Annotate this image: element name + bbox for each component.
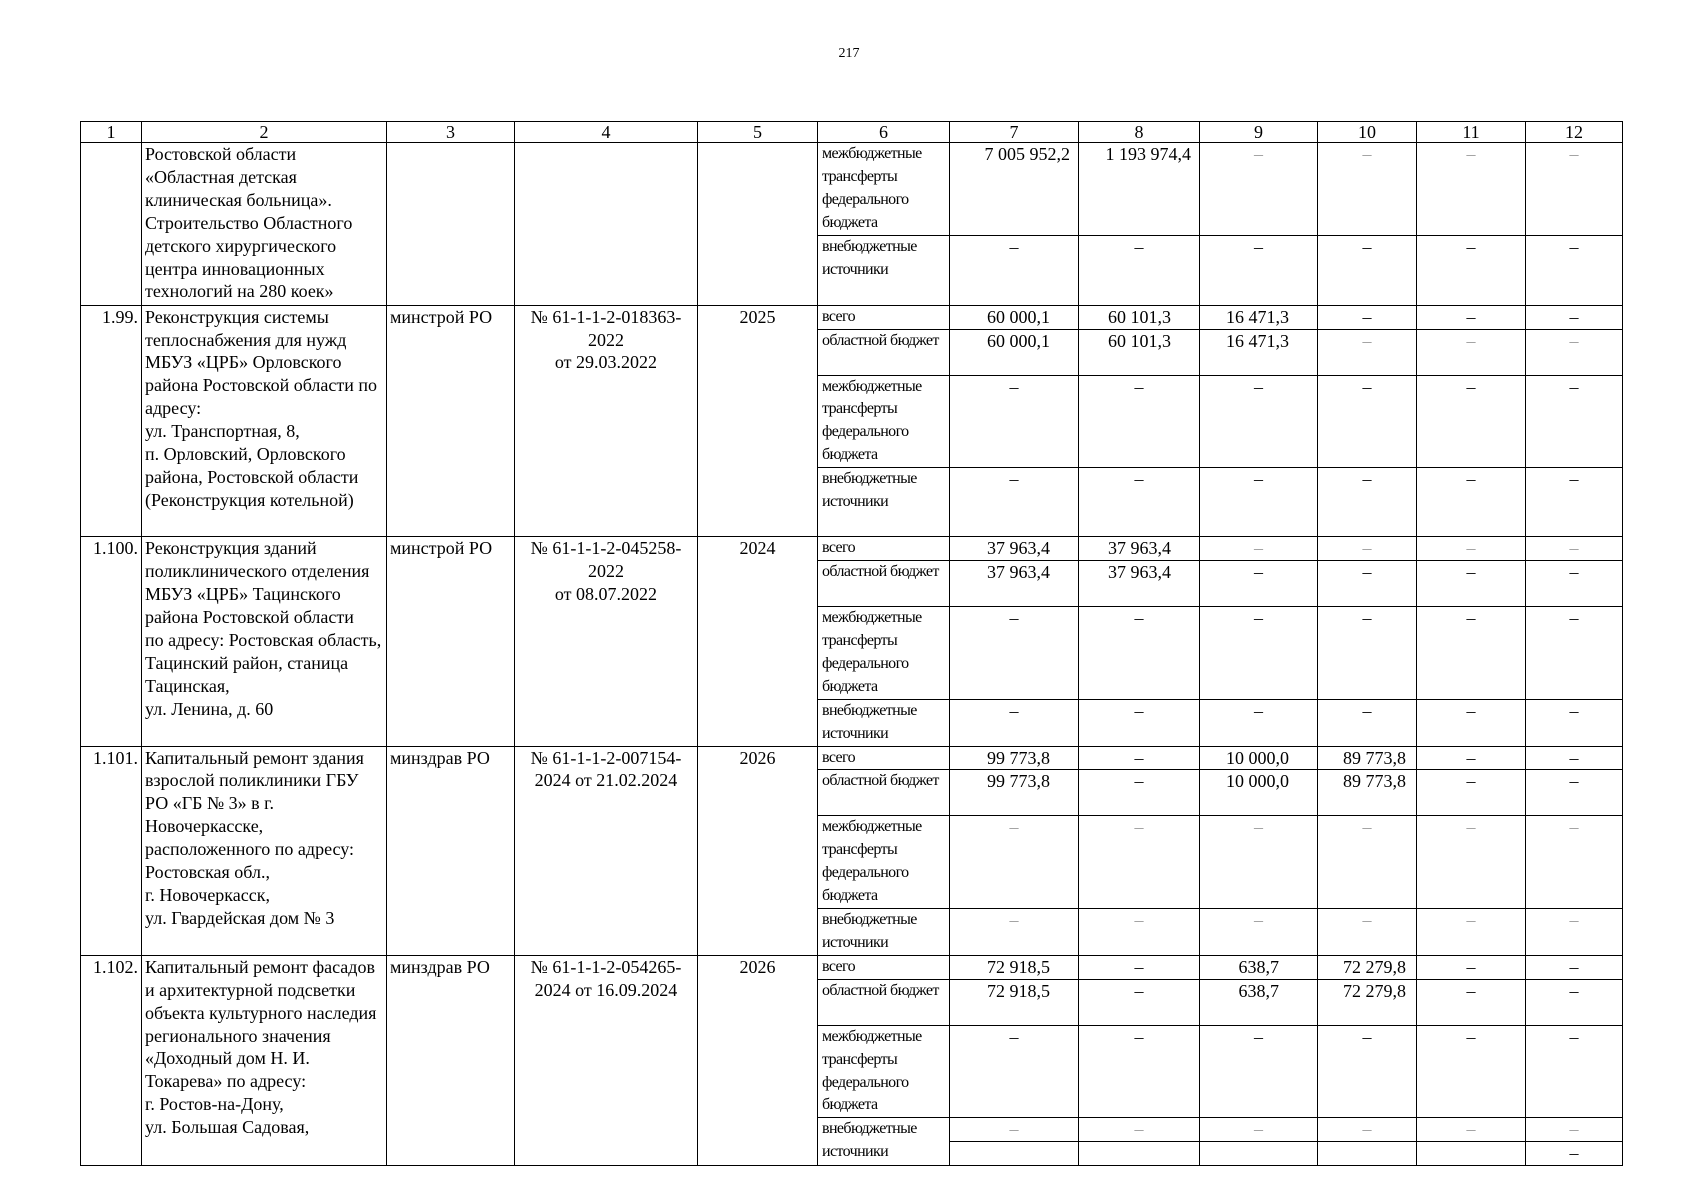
source-extra: внебюджетные источники [818,468,950,537]
source-extra: внебюджетные источники [818,235,950,305]
value-cell: 72 918,5 [950,955,1079,979]
dash-cell: – [1318,816,1417,909]
source-federal: межбюджетные трансферты федерального бюджета [818,1025,950,1118]
column-number-row [81,122,1623,143]
value-cell: 72 918,5 [950,979,1079,1025]
dash-cell: – [1417,561,1526,607]
page-number: 217 [838,46,860,61]
year-cell: 2024 [698,537,818,746]
dash-cell: – [1526,537,1623,561]
dash-cell: – [1200,375,1318,468]
table-row [81,305,1623,329]
source-federal: межбюджетные трансферты федерального бюджета [818,143,950,236]
dash-cell: – [1200,816,1318,909]
object-cell: Реконструкция системы теплоснабжения для нужд МБУЗ «ЦРБ» Орловского района Ростовской области по адресу: ул. Транспортная, 8, п. Орловский, Орловского района, Ростовской области (Реконструкция котельной) [142,305,387,537]
year-cell: 2025 [698,305,818,537]
budget-table [80,121,1623,1166]
value-cell: 638,7 [1200,979,1318,1025]
object-cell: Капитальный ремонт фасадов и архитектурной подсветки объекта культурного наследия регионального значения «Доходный дом Н. И. Токарева» по адресу: г. Ростов-на-Дону, ул. Большая Садовая, [142,955,387,1165]
dash-cell: – [1200,143,1318,236]
dash-cell: – [1200,1118,1318,1142]
year-cell: 2026 [698,955,818,1165]
dash-cell: – [1200,1025,1318,1118]
dash-cell: – [1526,305,1623,329]
value-cell: 37 963,4 [950,561,1079,607]
dash-cell: – [1417,468,1526,537]
value-cell: 1 193 974,4 [1079,143,1200,236]
row-number-cell: 1.102. [81,955,142,1165]
source-extra: внебюджетные источники [818,1118,950,1166]
source-federal: межбюджетные трансферты федерального бюджета [818,816,950,909]
document-cell: № 61-1-1-2-007154-2024 от 21.02.2024 [515,746,698,955]
dash-cell: – [1526,979,1623,1025]
value-cell: 99 773,8 [950,770,1079,816]
value-cell: 60 101,3 [1079,305,1200,329]
empty-cell [1318,1142,1417,1166]
dash-cell: – [1417,979,1526,1025]
dash-cell: – [1200,607,1318,700]
dash-cell: – [1526,561,1623,607]
dash-cell: – [1200,537,1318,561]
dash-cell: – [1318,329,1417,375]
dash-cell: – [1526,1118,1623,1142]
dash-cell: – [1526,468,1623,537]
source-total: всего [818,746,950,770]
dash-cell: – [1526,770,1623,816]
dash-cell: – [1318,143,1417,236]
value-cell: 37 963,4 [1079,537,1200,561]
source-federal: межбюджетные трансферты федерального бюджета [818,607,950,700]
source-regional: областной бюджет [818,561,950,607]
dash-cell: – [1417,1118,1526,1142]
dash-cell: – [1526,746,1623,770]
document-cell [515,143,698,306]
source-regional: областной бюджет [818,979,950,1025]
dash-cell: – [1417,746,1526,770]
source-extra: внебюджетные источники [818,699,950,746]
value-cell: 60 000,1 [950,305,1079,329]
value-cell: 638,7 [1200,955,1318,979]
table-row [81,537,1623,561]
source-total: всего [818,305,950,329]
document-cell: № 61-1-1-2-045258-2022 от 08.07.2022 [515,537,698,746]
dash-cell: – [1079,1118,1200,1142]
dash-cell: – [950,468,1079,537]
year-cell: 2026 [698,746,818,955]
table-row [81,746,1623,770]
column-header: 12 [1526,122,1623,143]
year-cell [698,143,818,306]
column-header: 2 [142,122,387,143]
empty-cell [1417,1142,1526,1166]
row-number-cell: 1.99. [81,305,142,537]
row-number-cell: 1.100. [81,537,142,746]
dash-cell: – [1079,909,1200,956]
dash-cell: – [1318,305,1417,329]
document-cell: № 61-1-1-2-018363-2022 от 29.03.2022 [515,305,698,537]
dash-cell: – [1318,909,1417,956]
dash-cell: – [1417,305,1526,329]
dash-cell: – [1079,468,1200,537]
dash-cell: – [1417,1025,1526,1118]
source-total: всего [818,955,950,979]
dash-cell: – [1526,329,1623,375]
dash-cell: – [950,235,1079,305]
empty-cell [1200,1142,1318,1166]
dash-cell: – [1318,699,1417,746]
object-cell: Капитальный ремонт здания взрослой поликлиники ГБУ РО «ГБ № 3» в г. Новочеркасске, расположенного по адресу: Ростовская обл., г. Новочеркасск, ул. Гвардейская дом № 3 [142,746,387,955]
value-cell: 72 279,8 [1318,955,1417,979]
dash-cell: – [1417,955,1526,979]
value-cell: 16 471,3 [1200,329,1318,375]
row-number-cell [81,143,142,306]
empty-cell [1079,1142,1200,1166]
column-header: 5 [698,122,818,143]
value-cell: 10 000,0 [1200,746,1318,770]
dash-cell: – [1318,607,1417,700]
dash-cell: – [1526,1025,1623,1118]
dash-cell: – [1079,746,1200,770]
dash-cell: – [1079,235,1200,305]
dash-cell: – [1079,955,1200,979]
value-cell: 37 963,4 [1079,561,1200,607]
column-header: 3 [387,122,515,143]
dash-cell: – [1079,375,1200,468]
dash-cell: – [1526,143,1623,236]
dash-cell: – [1079,770,1200,816]
dash-cell: – [1079,699,1200,746]
dash-cell: – [1200,699,1318,746]
source-total: всего [818,537,950,561]
dash-cell: – [1079,607,1200,700]
column-header: 6 [818,122,950,143]
dash-cell: – [1526,375,1623,468]
row-number-cell: 1.101. [81,746,142,955]
value-cell: 10 000,0 [1200,770,1318,816]
dash-cell: – [950,909,1079,956]
source-extra: внебюджетные источники [818,909,950,956]
column-header: 4 [515,122,698,143]
dash-cell: – [1318,468,1417,537]
dash-cell: – [1526,607,1623,700]
value-cell: 99 773,8 [950,746,1079,770]
value-cell: 60 000,1 [950,329,1079,375]
document-cell: № 61-1-1-2-054265-2024 от 16.09.2024 [515,955,698,1165]
value-cell: 7 005 952,2 [950,143,1079,236]
dash-cell: – [1526,816,1623,909]
dash-cell: – [1526,699,1623,746]
value-cell: 60 101,3 [1079,329,1200,375]
object-cell: Ростовской области «Областная детская клиническая больница». Строительство Областного детского хирургического центра инновационных технологий на 280 коек» [142,143,387,306]
column-header: 1 [81,122,142,143]
dash-cell: – [1417,235,1526,305]
organization-cell: минстрой РО [387,305,515,537]
table-row [81,143,1623,236]
dash-cell: – [1417,607,1526,700]
organization-cell: минздрав РО [387,955,515,1165]
dash-cell: – [1318,375,1417,468]
value-cell: 37 963,4 [950,537,1079,561]
dash-cell: – [1200,235,1318,305]
source-regional: областной бюджет [818,329,950,375]
column-header: 7 [950,122,1079,143]
dash-cell: – [1417,816,1526,909]
dash-cell: – [1417,699,1526,746]
dash-cell: – [1318,235,1417,305]
dash-cell: – [1079,1025,1200,1118]
dash-cell: – [950,607,1079,700]
dash-cell: – [1417,909,1526,956]
dash-cell: – [1200,909,1318,956]
dash-cell: – [1200,561,1318,607]
organization-cell: минздрав РО [387,746,515,955]
dash-cell: – [1417,329,1526,375]
dash-cell: – [1417,375,1526,468]
column-header: 10 [1318,122,1417,143]
dash-cell: – [950,375,1079,468]
object-cell: Реконструкция зданий поликлинического отделения МБУЗ «ЦРБ» Тацинского района Ростовской области по адресу: Ростовская область, Тацинский район, станица Тацинская, ул. Ленина, д. 60 [142,537,387,746]
dash-cell: – [1318,1118,1417,1142]
dash-cell: – [1526,909,1623,956]
table-row [81,955,1623,979]
dash-cell: – [1318,1025,1417,1118]
dash-cell: – [1079,816,1200,909]
empty-cell [950,1142,1079,1166]
dash-cell: – [1417,537,1526,561]
column-header: 8 [1079,122,1200,143]
value-cell: 16 471,3 [1200,305,1318,329]
source-regional: областной бюджет [818,770,950,816]
column-header: 9 [1200,122,1318,143]
dash-cell: – [1318,537,1417,561]
column-header: 11 [1417,122,1526,143]
dash-cell: – [1417,143,1526,236]
value-cell: 89 773,8 [1318,746,1417,770]
dash-cell: – [1200,468,1318,537]
organization-cell [387,143,515,306]
source-federal: межбюджетные трансферты федерального бюджета [818,375,950,468]
dash-cell: – [1318,561,1417,607]
organization-cell: минстрой РО [387,537,515,746]
dash-cell: – [1417,770,1526,816]
value-cell: 72 279,8 [1318,979,1417,1025]
dash-cell: – [950,1025,1079,1118]
dash-cell: – [950,699,1079,746]
value-cell: 89 773,8 [1318,770,1417,816]
dash-cell: – [950,816,1079,909]
dash-cell: – [1526,955,1623,979]
dash-cell: – [1526,1142,1623,1166]
dash-cell: – [950,1118,1079,1142]
dash-cell: – [1079,979,1200,1025]
dash-cell: – [1526,235,1623,305]
